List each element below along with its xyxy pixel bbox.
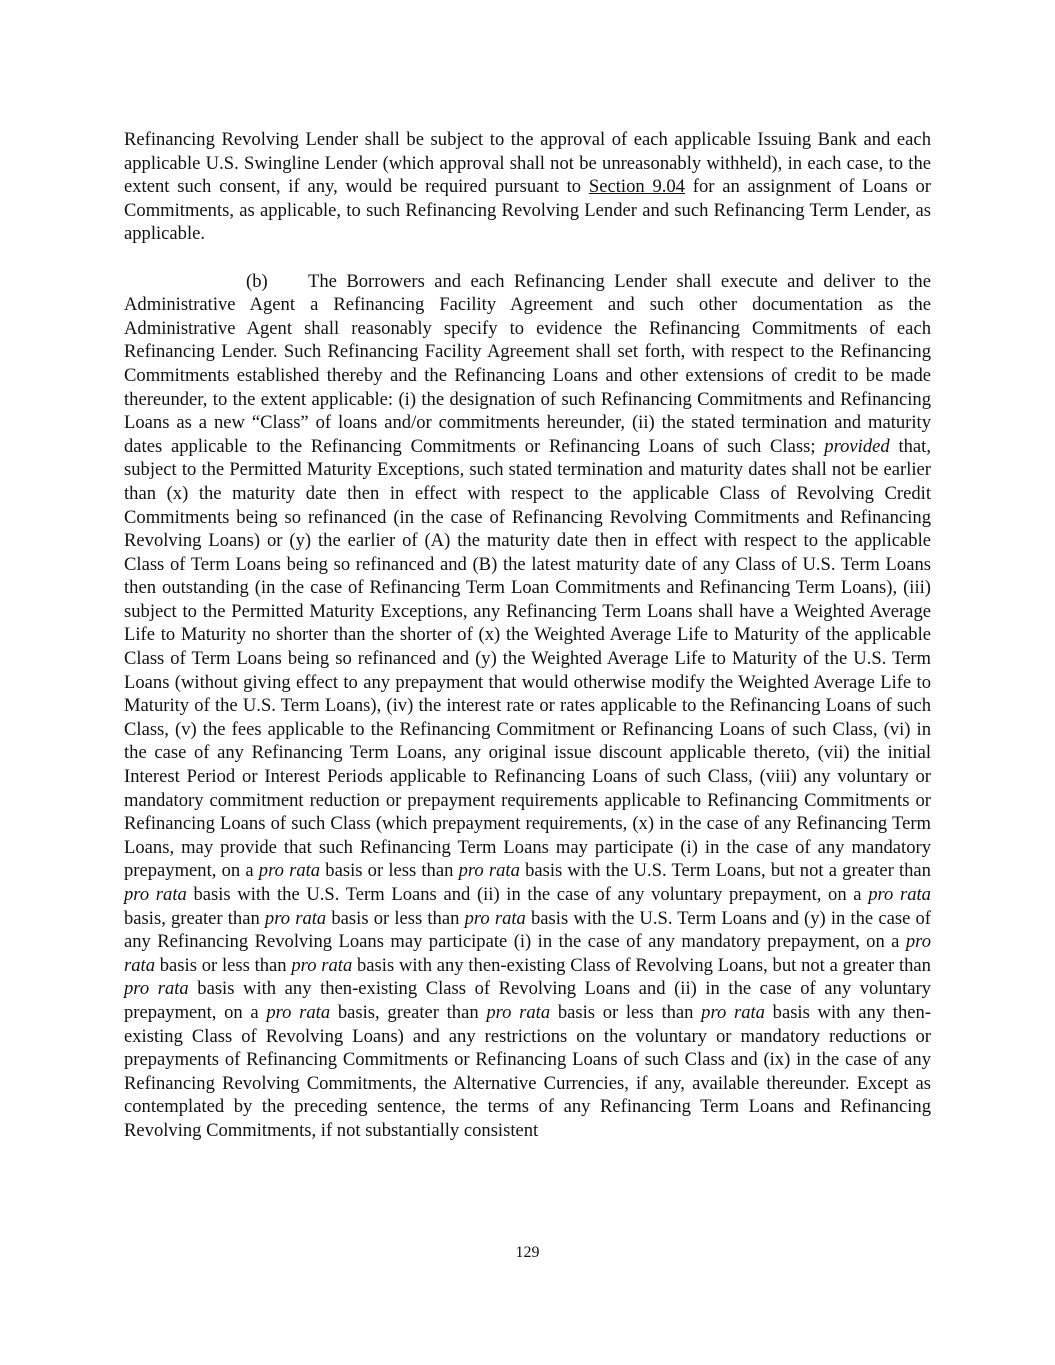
paragraph-b-text: that, subject to the Permitted Maturity Exceptions, such stated termination and maturity dates shall not be earlier than (x) the maturity date then in effect with respect to the applicable Class of Revolving Credit Commitments being so refinanced (in the case of Refinancing Revolving Commitments and Refinancing Revolving Loans) or (y) the earlier of (A) the maturity date then in effect with respect to the applicable Class of Term Loans being so refinanced and (B) the latest maturity date of any Class of U.S. Term Loans then outstanding (in the case of Refinancing Term Loan Commitments and Refinancing Term Loans), (iii) subject to the Permitted Maturity Exceptions, any Refinancing Term Loans shall have a Weighted Average Life to Maturity no shorter than the shorter of (x) the Weighted Average Life to Maturity of the applicable Class of Term Loans being so refinanced and (y) the Weighted Average Life to Maturity of the U.S. Term Loans (without giving effect to any prepayment that would otherwise modify the Weighted Average Life to Maturity of the U.S. Term Loans), (iv) the interest rate or rates applicable to the Refinancing Loans of such Class, (v) the fees applicable to the Refinancing Commitment or Refinancing Loans of such Class, (vi) in the case of any Refinancing Term Loans, any original issue discount applicable thereto, (vii) the initial Interest Period or Interest Periods applicable to Refinancing Loans of such Class, (viii) any voluntary or mandatory commitment reduction or prepayment requirements applicable to Refinancing Commitments or Refinancing Loans of such Class (which prepayment requirements, (x) in the case of any Refinancing Term Loans, may provide that such Refinancing Term Loans may participate (i) in the case of any mandatory prepayment, on a bbox=[124, 435, 931, 882]
paragraph-b-text: basis or less than bbox=[155, 954, 292, 976]
paragraph-b-text: basis with the U.S. Term Loans and (ii) in the case of any voluntary prepayment, on a bbox=[186, 884, 869, 905]
italic-term: pro rata bbox=[264, 907, 327, 929]
paragraph-b-text: basis with any then-existing Class of Revolving Loans, but not a greater than bbox=[352, 954, 931, 976]
paragraph-a-text-1: Refinancing Revolving Lender shall be subject to the approval of each applicable Issuing Bank and each applicable U.S. Swingline Lender (which approval shall not be unreasonably withheld), in each case, to the extent such consent, if any, would be required pursuant to bbox=[124, 129, 931, 198]
italic-term: pro rata bbox=[266, 1001, 331, 1023]
paragraph-b-label: (b) bbox=[246, 270, 268, 292]
document-page bbox=[124, 128, 931, 1143]
italic-term: pro rata bbox=[464, 907, 526, 929]
italic-term: pro rata bbox=[124, 931, 931, 976]
italic-term: pro rata bbox=[258, 860, 321, 882]
paragraph-a bbox=[124, 128, 931, 246]
section-9-04-reference: Section 9.04 bbox=[588, 176, 685, 198]
paragraph-b-text: basis with the U.S. Term Loans, but not a greater than bbox=[519, 860, 931, 882]
italic-term: pro rata bbox=[291, 954, 353, 976]
paragraph-a-text-2: for an assignment of Loans or Commitments, as applicable, to such Refinancing Revolving Lender and such Refinancing Term Lender, as applicable. bbox=[124, 176, 931, 245]
page-number: 129 bbox=[515, 1244, 540, 1261]
italic-term: pro rata bbox=[868, 884, 931, 905]
paragraph-b-text: The Borrowers and each Refinancing Lender shall execute and deliver to the Administrative Agent a Refinancing Facility Agreement and such other documentation as the Administrative Agent shall reasonably specify to evidence the Refinancing Commitments of each Refinancing Lender. Such Refinancing Facility Agreement shall set forth, with respect to the Refinancing Commitments established thereby and the Refinancing Loans and other extensions of credit to be made thereunder, to the extent applicable: (i) the designation of such Refinancing Commitments and Refinancing Loans as a new “Class” of loans and/or commitments hereunder, (ii) the stated termination and maturity dates applicable to the Refinancing Commitments or Refinancing Loans of such Class; bbox=[124, 270, 931, 457]
italic-term: provided bbox=[824, 435, 890, 457]
italic-term: pro rata bbox=[458, 860, 520, 882]
paragraph-b-text: basis or less than bbox=[550, 1001, 702, 1023]
paragraph-b-text: basis, greater than bbox=[124, 907, 265, 929]
italic-term: pro rata bbox=[124, 978, 189, 1000]
paragraph-b-text: basis with the U.S. Term Loans and (y) in the case of any Refinancing Revolving Loans may participate (i) in the case of any mandatory prepayment, on a bbox=[124, 907, 931, 953]
italic-term: pro rata bbox=[124, 884, 187, 905]
italic-term: pro rata bbox=[486, 1001, 551, 1023]
paragraph-b-text: basis, greater than bbox=[330, 1001, 487, 1023]
paragraph-b-text: basis or less than bbox=[326, 907, 465, 929]
paragraph-b-text: basis or less than bbox=[320, 860, 459, 882]
paragraph-b bbox=[124, 270, 931, 1143]
paragraph-b-text: basis with any then-existing Class of Revolving Loans and (ii) in the case of any voluntary prepayment, on a bbox=[124, 978, 931, 1023]
paragraph-b-text: basis with any then-existing Class of Revolving Loans) and any restrictions on the voluntary or mandatory reductions or prepayments of Refinancing Commitments or Refinancing Loans of such Class and (ix) in the case of any Refinancing Revolving Commitments, the Alternative Currencies, if any, available thereunder. Except as contemplated by the preceding sentence, the terms of any Refinancing Term Loans and Refinancing Revolving Commitments, if not substantially consistent bbox=[124, 1001, 931, 1141]
italic-term: pro rata bbox=[701, 1001, 765, 1023]
